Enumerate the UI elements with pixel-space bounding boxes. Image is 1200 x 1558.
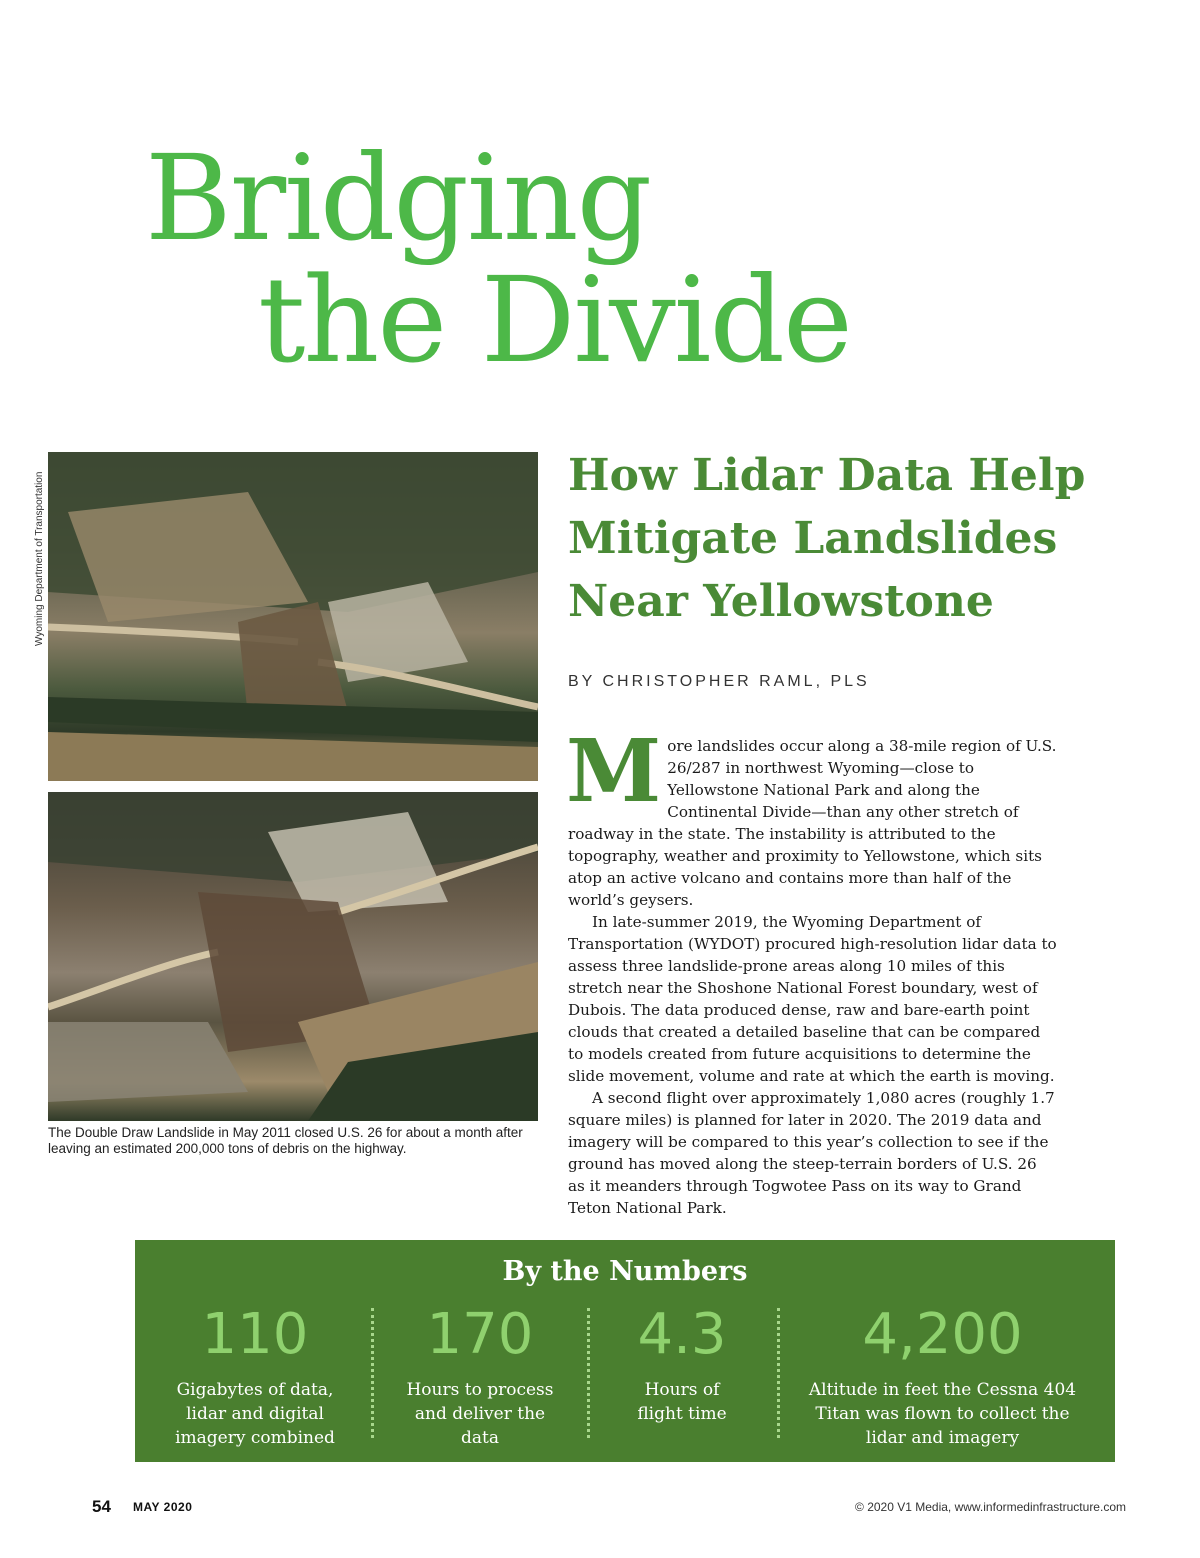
photo-credit: Wyoming Department of Transportation (34, 471, 45, 646)
photo-caption: The Double Draw Landslide in May 2011 closed U.S. 26 for about a month after leaving an estimated 200,000 tons of debris on the highway. (48, 1125, 523, 1156)
stat-desc-line: lidar and imagery (865, 1428, 1020, 1448)
stat-divider (371, 1308, 374, 1438)
author-byline: BY CHRISTOPHER RAML, PLS (568, 673, 870, 690)
stat-desc-line: Altitude in feet the Cessna 404 (808, 1380, 1077, 1400)
landslide-photo-1 (48, 452, 538, 781)
stat-desc-line: Hours of (644, 1380, 720, 1400)
stat-description (790, 1378, 1095, 1450)
stat-description (155, 1378, 355, 1450)
stat-value: 170 (426, 1302, 534, 1367)
stat-value: 4,200 (862, 1302, 1023, 1367)
stat-divider (587, 1308, 590, 1438)
subtitle-line-2: Mitigate Landslides (568, 513, 1058, 564)
stat-altitude (790, 1300, 1095, 1450)
stat-value: 4.3 (637, 1302, 727, 1367)
stat-gigabytes (155, 1300, 355, 1450)
subtitle-line-1: How Lidar Data Help (568, 450, 1086, 501)
issue-date: MAY 2020 (133, 1500, 193, 1514)
by-the-numbers-heading: By the Numbers (502, 1256, 748, 1287)
stat-hours-process (380, 1300, 580, 1450)
article-paragraph-1: ore landslides occur along a 38-mile region of U.S. 26/287 in northwest Wyoming—close to Yellowstone National Park and along the Continental Divide—than any other stretch of roadway in the state. The instability is attributed to the topography, weather and proximity to Yellowstone, which sits atop an active volcano and contains more than half of the world’s geysers. (568, 737, 1057, 909)
stat-desc-line: Gigabytes of data, (176, 1380, 334, 1400)
stat-desc-line: lidar and digital (186, 1404, 324, 1424)
stat-description (597, 1378, 767, 1426)
article-body (566, 721, 1058, 1219)
stat-desc-line: flight time (637, 1404, 727, 1424)
article-subtitle (568, 444, 1168, 633)
drop-cap: M (566, 721, 662, 822)
copyright-notice: © 2020 V1 Media, www.informedinfrastructure.com (855, 1500, 1126, 1514)
stat-divider (777, 1308, 780, 1438)
stat-flight-time (597, 1300, 767, 1426)
article-title-line-2: the Divide (258, 251, 851, 389)
page-number: 54 (92, 1497, 111, 1516)
stat-description (380, 1378, 580, 1450)
landslide-photo-1-art (48, 452, 538, 781)
article-title-line-1: Bridging (145, 129, 651, 267)
subtitle-line-3: Near Yellowstone (568, 576, 994, 627)
article-paragraph-3: A second flight over approximately 1,080 acres (roughly 1.7 square miles) is planned for later in 2020. The 2019 data and imagery will be compared to this year’s collection to see if the ground has moved along the steep-terrain borders of U.S. 26 as it meanders through Togwotee Pass on its way to Grand Teton National Park. (568, 1089, 1055, 1217)
stat-desc-line: imagery combined (175, 1428, 335, 1448)
landslide-photo-2-art (48, 792, 538, 1121)
article-paragraph-2: In late-summer 2019, the Wyoming Department of Transportation (WYDOT) procured high-resolution lidar data to assess three landslide-prone areas along 10 miles of this stretch near the Shoshone National Forest boundary, west of Dubois. The data produced dense, raw and bare-earth point clouds that created a detailed baseline that can be compared to models created from future acquisitions to determine the slide movement, volume and rate at which the earth is moving. (568, 913, 1057, 1085)
stat-desc-line: and deliver the (414, 1404, 546, 1424)
stat-desc-line: Titan was flown to collect the (815, 1404, 1070, 1424)
by-the-numbers-box (135, 1240, 1115, 1462)
stat-value: 110 (201, 1302, 309, 1367)
landslide-photo-2 (48, 792, 538, 1121)
stat-desc-line: Hours to process (406, 1380, 554, 1400)
stat-desc-line: data (461, 1428, 499, 1448)
